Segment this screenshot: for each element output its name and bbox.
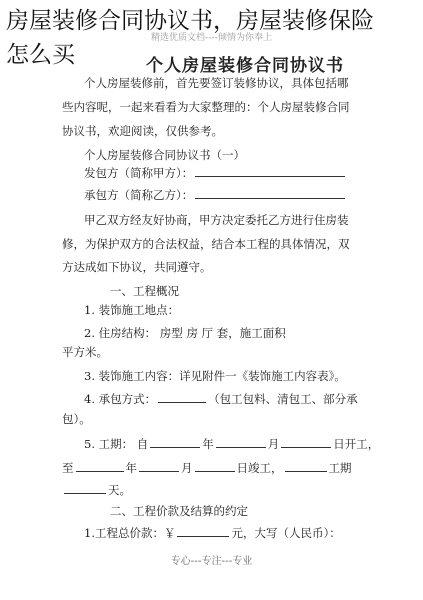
end-day-blank — [195, 460, 235, 472]
period-days-blank — [64, 482, 106, 494]
start-day-unit: 日开工， — [333, 437, 380, 451]
item-1: 1. 装饰施工地点： — [84, 303, 180, 317]
item-5-line-1 — [84, 436, 379, 452]
preamble-line-1: 甲乙双方经友好协商，甲方决定委托乙方进行住房装 — [84, 213, 349, 227]
party-b-blank — [195, 187, 345, 199]
item-5-label: 5. 工期： 自 — [84, 437, 149, 451]
agreement-subtitle: 个人房屋装修合同协议书（一） — [84, 148, 245, 162]
end-month-unit: 月 — [181, 461, 193, 475]
preamble-line-3: 方达成如下协议，共同遵守。 — [62, 260, 212, 274]
start-month-unit: 月 — [267, 437, 280, 451]
item-2-line-2: 平方米。 — [62, 345, 108, 359]
item-4-options: （包工包料、清包工、部分承 — [208, 392, 358, 406]
item-5-line-2 — [62, 460, 352, 476]
preamble-line-2: 修，为保护双方的合法权益，结合本工程的具体情况，双 — [62, 237, 350, 251]
start-year-unit: 年 — [202, 437, 214, 451]
party-a-label: 发包方（简称甲方）： — [84, 166, 194, 180]
item-4-line-1 — [84, 391, 358, 407]
party-a-blank — [195, 165, 345, 177]
headline-line-1: 房屋装修合同协议书，房屋装修保险 — [6, 8, 374, 34]
intro-line-1: 个人房屋装修前，首先要签订装修协议，具体包括哪 — [84, 76, 349, 90]
item-4-blank — [158, 391, 206, 403]
section-1-title: 一、工程概况 — [110, 284, 179, 298]
party-b-label: 承包方（简称乙方）： — [84, 188, 194, 202]
item-4-label: 4. 承包方式： — [84, 392, 157, 406]
intro-line-2: 些内容呢，一起来看看为大家整理的：个人房屋装修合同 — [62, 100, 350, 114]
watermark: 精选优质文档----倾情为你奉上 — [151, 33, 272, 43]
section-2-title: 二、工程价款及结算的约定 — [110, 504, 248, 518]
item-2-line-1: 2. 住房结构： 房型 房 厅 套，施工面积 — [84, 326, 286, 340]
party-b-row — [84, 187, 347, 203]
headline-line-2: 怎么买 — [6, 42, 75, 68]
intro-line-3: 协议书，欢迎阅读，仅供参考。 — [62, 124, 223, 138]
party-a-row — [84, 165, 347, 181]
start-month-blank — [216, 436, 266, 448]
start-year-blank — [150, 436, 200, 448]
end-day-unit: 日竣工， — [236, 461, 283, 475]
period-blank — [285, 460, 327, 472]
item-4-line-2: 包）。 — [62, 412, 91, 426]
price-uppercase-label: 元，大写（人民币）： — [231, 526, 341, 540]
end-year-unit: 年 — [125, 461, 137, 475]
end-year-blank — [76, 460, 124, 472]
period-days-unit: 天。 — [108, 483, 131, 497]
price-label: 1.工程总价款：￥ — [84, 526, 176, 540]
item-3: 3. 装饰施工内容：详见附件一《装饰施工内容表》。 — [84, 369, 346, 383]
headline — [6, 4, 420, 72]
end-label: 至 — [62, 461, 74, 475]
document-footer: 专心---专注---专业 — [170, 556, 253, 567]
start-day-blank — [281, 436, 331, 448]
item-5-line-3 — [62, 482, 131, 498]
period-label: 工期 — [328, 461, 352, 475]
price-blank — [177, 525, 229, 537]
end-month-blank — [139, 460, 179, 472]
price-row — [84, 525, 341, 541]
document-title: 个人房屋装修合同协议书 — [146, 56, 344, 76]
